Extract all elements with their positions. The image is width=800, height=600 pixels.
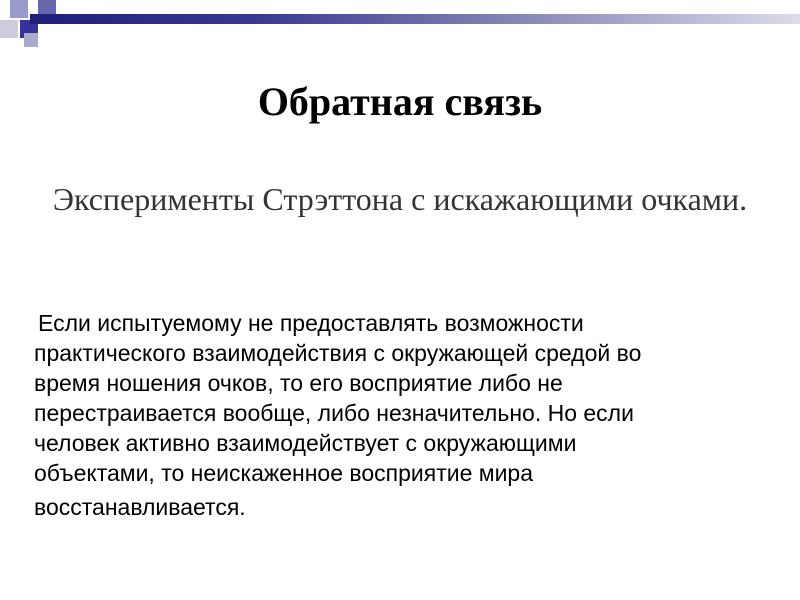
body-line: человек активно взаимодействует с окружающими [34, 430, 577, 456]
body-line: время ношения очков, то его восприятие либо не [34, 370, 563, 396]
body-line: перестраивается вообще, либо незначительно. Но если [34, 400, 634, 426]
decor-square [0, 20, 18, 38]
body-line: практического взаимодействия с окружающей средой во [34, 340, 642, 366]
body-line: восстанавливается. [34, 494, 246, 520]
slide-subtitle: Эксперименты Стрэттона с искажающими очками. [52, 181, 748, 217]
body-line: Если испытуемому не предоставлять возможности [38, 310, 584, 336]
slide-title: Обратная связь [257, 79, 543, 124]
header-gradient-bar [30, 14, 800, 24]
decor-square [10, 0, 28, 18]
decor-square [24, 33, 38, 47]
body-line: объектами, то неискаженное восприятие мира [34, 460, 534, 486]
body-paragraph [34, 308, 764, 522]
